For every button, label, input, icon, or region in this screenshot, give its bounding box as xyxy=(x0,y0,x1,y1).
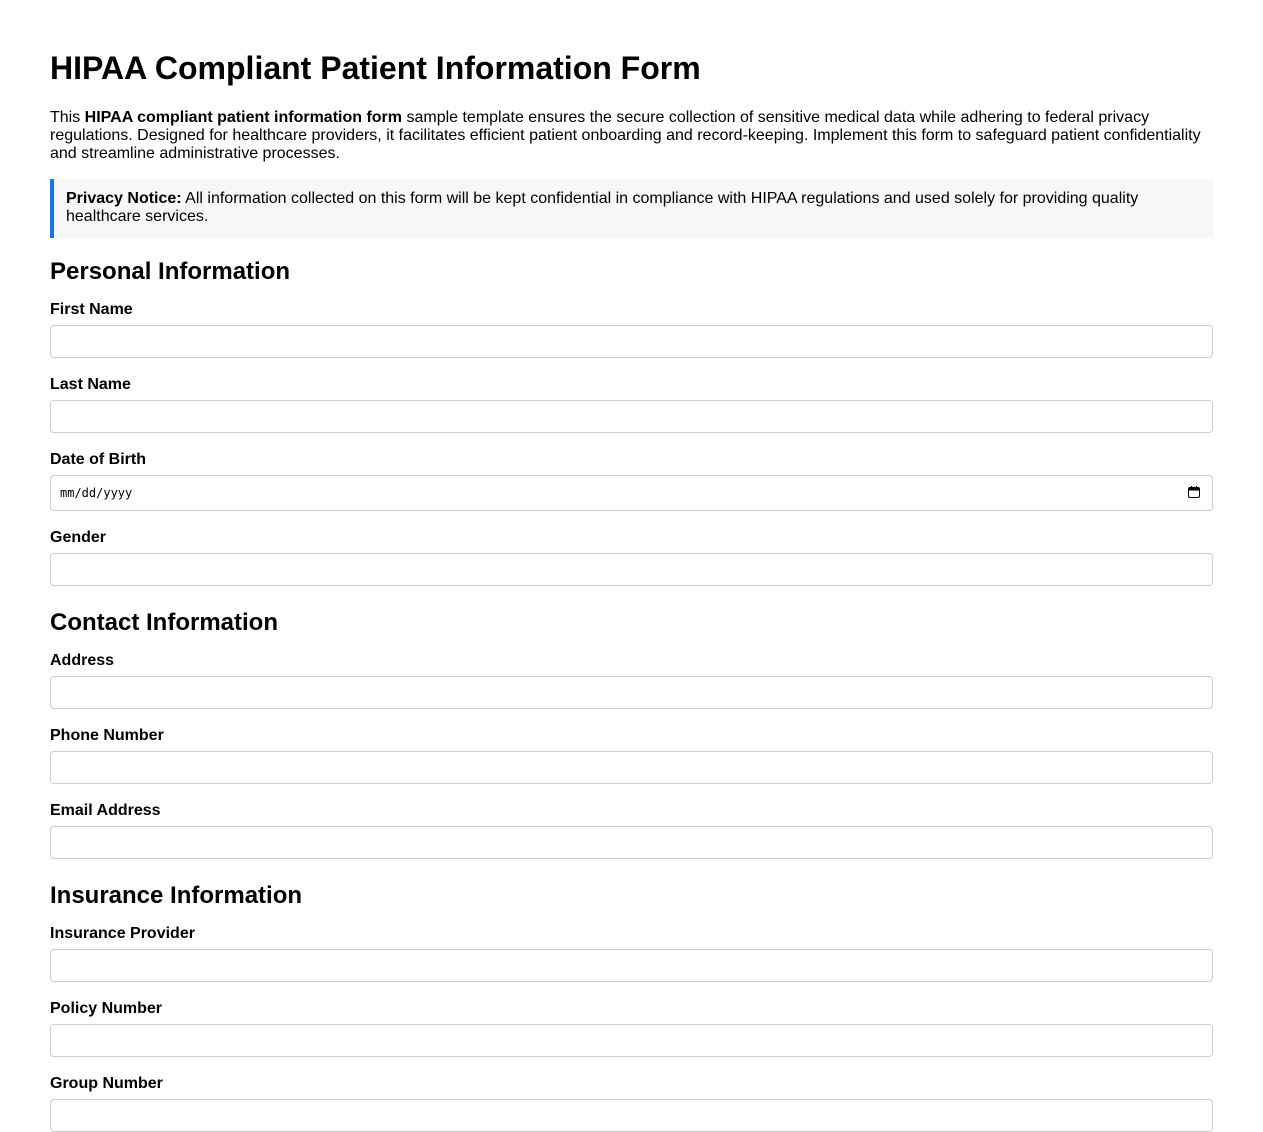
policy-number-label: Policy Number xyxy=(50,1000,163,1017)
intro-suffix: sample template ensures the secure collection of sensitive medical data while adhering to federal privacy regulations. Designed for healthcare providers, it facilitates efficient patient onboarding and record-keeping. Implement this form to safeguard patient confidentiality and streamline administrative processes. xyxy=(50,109,1201,162)
email-label: Email Address xyxy=(50,802,161,819)
phone-label: Phone Number xyxy=(50,727,164,744)
email-input[interactable] xyxy=(50,826,1213,859)
intro-bold: HIPAA compliant patient information form xyxy=(84,109,403,126)
section-heading-contact: Contact Information xyxy=(50,609,278,636)
insurance-provider-label: Insurance Provider xyxy=(50,925,195,942)
first-name-input[interactable] xyxy=(50,325,1213,358)
privacy-notice xyxy=(50,179,1213,238)
insurance-provider-input[interactable] xyxy=(50,949,1213,982)
calendar-icon[interactable] xyxy=(1188,486,1200,498)
dob-label: Date of Birth xyxy=(50,451,146,468)
address-input[interactable] xyxy=(50,676,1213,709)
section-heading-insurance: Insurance Information xyxy=(50,882,303,909)
dob-input[interactable] xyxy=(50,475,1213,511)
privacy-notice-text: All information collected on this form will be kept confidential in compliance with HIPAA regulations and used solely for providing quality healthcare services. xyxy=(66,190,1139,225)
page-title: HIPAA Compliant Patient Information Form xyxy=(50,50,701,86)
gender-label: Gender xyxy=(50,529,107,546)
intro-paragraph xyxy=(50,109,1213,163)
gender-input[interactable] xyxy=(50,553,1213,586)
privacy-notice-label: Privacy Notice: xyxy=(66,190,182,207)
section-heading-personal: Personal Information xyxy=(50,258,291,285)
intro-prefix: This xyxy=(50,109,85,126)
group-number-input[interactable] xyxy=(50,1099,1213,1132)
dob-placeholder: mm/dd/yyyy xyxy=(60,486,133,500)
first-name-label: First Name xyxy=(50,301,133,318)
group-number-label: Group Number xyxy=(50,1075,163,1092)
policy-number-input[interactable] xyxy=(50,1024,1213,1057)
address-label: Address xyxy=(50,652,115,669)
last-name-label: Last Name xyxy=(50,376,131,393)
last-name-input[interactable] xyxy=(50,400,1213,433)
phone-input[interactable] xyxy=(50,751,1213,784)
